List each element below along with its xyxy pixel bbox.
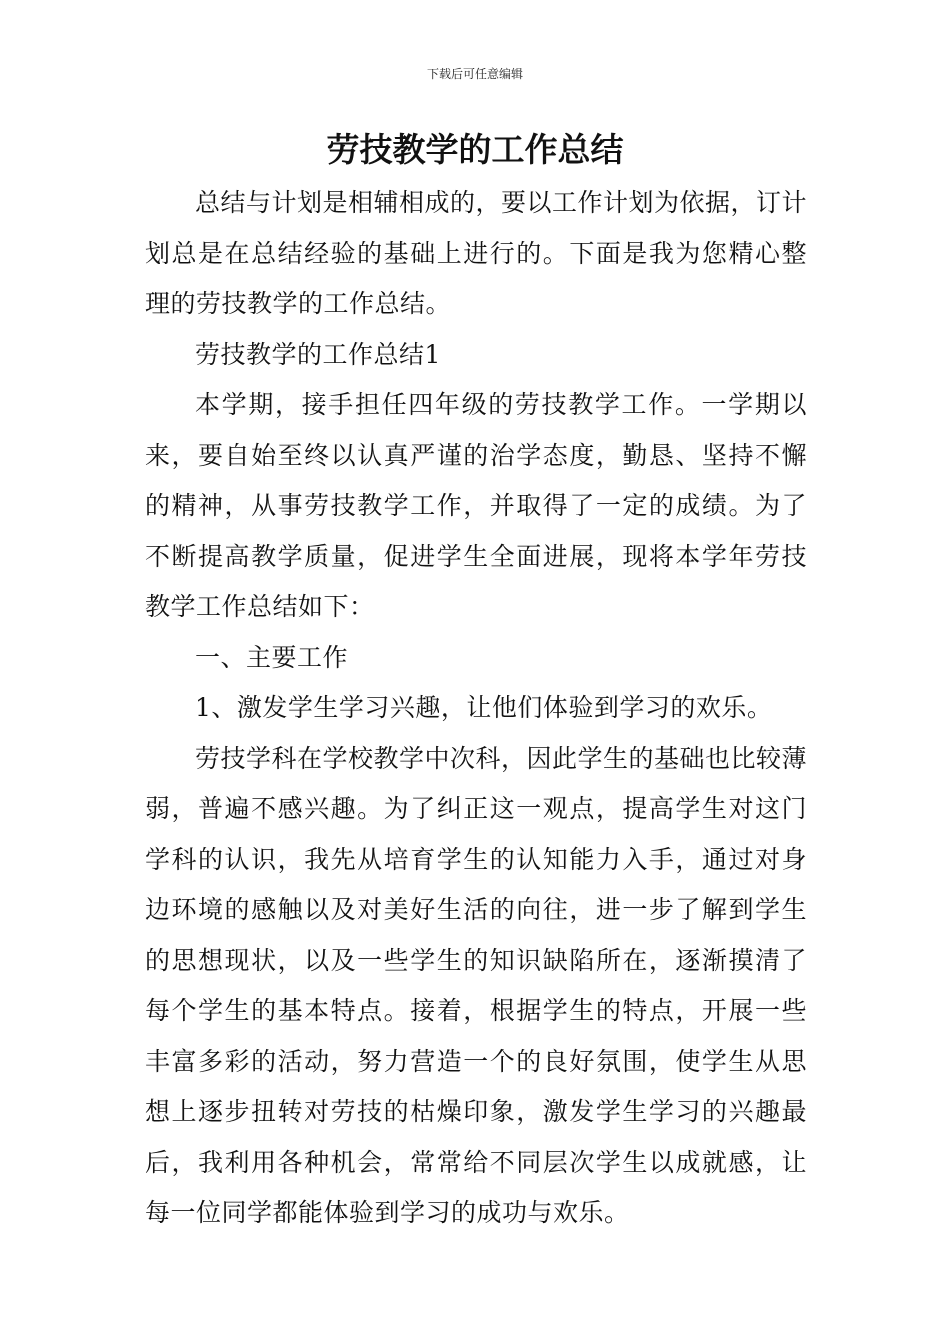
document-body	[145, 178, 807, 1239]
header-note: 下载后可任意编辑	[426, 67, 523, 81]
section-heading-1: 劳技教学的工作总结1	[195, 339, 441, 369]
point-heading-1: 1、激发学生学习兴趣，让他们体验到学习的欢乐。	[195, 693, 773, 722]
body-paragraph: 本学期，接手担任四年级的劳技教学工作。一学期以来，要自始至终以认真严谨的治学态度，勤恳、坚持不懈的精神，从事劳技教学工作，并取得了一定的成绩。为了不断提高教学质量，促进学生全面进展，现将本学年劳技教学工作总结如下：	[145, 390, 807, 621]
subsection-heading-main-work: 一、主要工作	[195, 642, 349, 672]
intro-paragraph: 总结与计划是相辅相成的，要以工作计划为依据，订计划总是在总结经验的基础上进行的。下面是我为您精心整理的劳技教学的工作总结。	[145, 188, 808, 318]
document-title: 劳技教学的工作总结	[326, 130, 624, 169]
body-paragraph: 劳技学科在学校教学中次科，因此学生的基础也比较薄弱，普遍不感兴趣。为了纠正这一观点，提高学生对这门学科的认识，我先从培育学生的认知能力入手，通过对身边环境的感触以及对美好生活的向往，进一步了解到学生的思想现状，以及一些学生的知识缺陷所在，逐渐摸清了每个学生的基本特点。接着，根据学生的特点，开展一些丰富多彩的活动，努力营造一个的良好氛围，使学生从思想上逐步扭转对劳技的枯燥印象，激发学生学习的兴趣最后，我利用各种机会，常常给不同层次学生以成就感，让每一位同学都能体验到学习的成功与欢乐。	[145, 743, 808, 1227]
